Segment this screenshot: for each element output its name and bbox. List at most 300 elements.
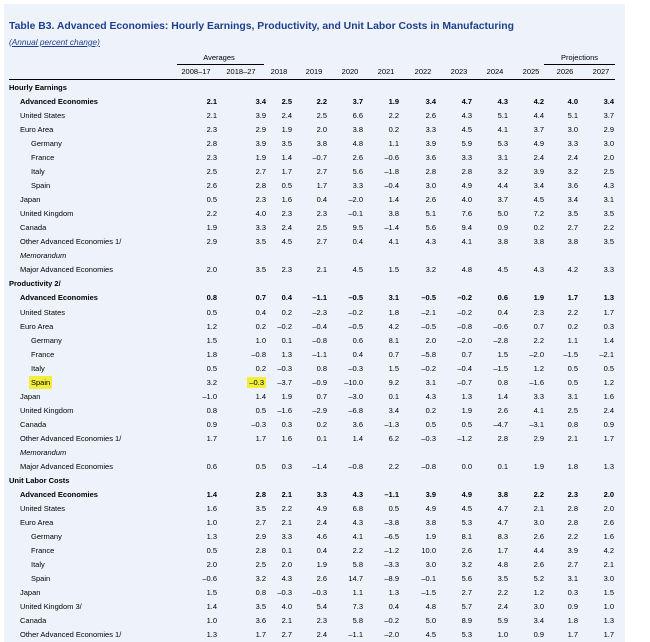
col-header: 2027 <box>592 67 610 76</box>
table-row <box>0 193 650 206</box>
table-cell: –0.2 <box>277 321 292 331</box>
row-label: Canada <box>20 616 47 626</box>
table-cell: 4.5 <box>425 630 436 640</box>
row-label: Advanced Economies <box>20 293 98 303</box>
table-cell: 5.1 <box>567 111 578 121</box>
table-cell: –1.6 <box>529 377 544 387</box>
table-cell: –3.8 <box>384 517 399 527</box>
table-cell: 1.3 <box>603 293 614 303</box>
table-cell: 2.8 <box>567 517 578 527</box>
table-cell: 2.5 <box>316 223 327 233</box>
table-cell: 1.7 <box>603 630 614 640</box>
table-cell: 4.4 <box>533 546 544 555</box>
table-cell: 4.8 <box>425 602 436 612</box>
table-cell: –0.5 <box>421 321 436 331</box>
row-label: United States <box>20 111 66 121</box>
table-cell: 2.2 <box>388 111 399 121</box>
table-cell: 2.2 <box>388 461 399 471</box>
table-cell: 3.5 <box>255 265 266 275</box>
table-cell: 2.0 <box>316 125 327 135</box>
table-cell: –0.4 <box>457 363 472 373</box>
table-cell: 1.5 <box>497 349 508 359</box>
table-cell: 1.2 <box>206 321 217 331</box>
table-cell: 1.6 <box>281 433 292 443</box>
table-title: Table B3. Advanced Economies: Hourly Earnings, Productivity, and Unit Labor Costs in Manufacturing <box>9 21 514 32</box>
table-cell: 4.0 <box>567 97 578 106</box>
table-cell: 4.7 <box>497 517 508 527</box>
table-cell: 0.5 <box>255 461 266 471</box>
row-label: Italy <box>31 167 45 177</box>
table-row <box>0 334 650 347</box>
table-cell: 3.6 <box>352 419 363 429</box>
table-cell: 3.8 <box>497 489 508 499</box>
table-cell: 2.2 <box>533 335 544 345</box>
table-cell: 0.2 <box>425 405 436 415</box>
table-cell: 1.3 <box>281 349 292 359</box>
table-cell: 4.4 <box>533 111 544 121</box>
table-cell: 14.7 <box>348 574 363 583</box>
table-cell: 4.3 <box>533 265 544 275</box>
table-cell: 5.4 <box>316 602 327 612</box>
table-cell: 1.0 <box>206 517 217 527</box>
table-cell: 2.0 <box>281 560 292 569</box>
table-cell: 4.5 <box>497 265 508 275</box>
table-cell: 0.7 <box>461 349 472 359</box>
table-cell: –10.0 <box>344 377 363 387</box>
table-cell: 4.0 <box>255 209 266 219</box>
table-cell: 2.5 <box>567 405 578 415</box>
table-cell: 3.0 <box>567 125 578 135</box>
table-cell: –1.1 <box>348 630 363 640</box>
row-label: Spain <box>31 574 51 583</box>
row-label: France <box>31 153 55 163</box>
row-label: Euro Area <box>20 125 54 135</box>
table-row <box>0 179 650 192</box>
table-cell: –0.2 <box>348 307 363 317</box>
table-cell: 2.0 <box>206 560 217 569</box>
table-cell: 2.0 <box>206 265 217 275</box>
table-cell: 5.9 <box>497 616 508 626</box>
table-cell: 0.9 <box>497 223 508 233</box>
table-cell: 2.7 <box>281 630 292 640</box>
table-row <box>0 221 650 234</box>
table-cell: –1.5 <box>493 363 508 373</box>
table-row <box>0 586 650 599</box>
table-cell: 2.2 <box>567 307 578 317</box>
table-cell: 0.8 <box>206 405 217 415</box>
table-cell: 0.4 <box>497 307 508 317</box>
table-cell: 4.7 <box>461 97 472 106</box>
table-cell: 4.8 <box>497 560 508 569</box>
col-header: 2024 <box>486 67 504 76</box>
table-cell: 3.4 <box>533 181 544 191</box>
col-header: 2019 <box>305 67 323 76</box>
table-cell: 3.0 <box>533 602 544 612</box>
table-cell: 8.3 <box>497 532 508 541</box>
table-cell: 0.4 <box>352 349 363 359</box>
table-cell: 2.2 <box>206 209 217 219</box>
table-cell: 3.7 <box>352 97 363 106</box>
table-cell: 2.2 <box>567 532 578 541</box>
row-label: United Kingdom 3/ <box>20 602 82 612</box>
row-label: Euro Area <box>20 517 54 527</box>
table-cell: –1.8 <box>384 167 399 177</box>
section-header-row <box>0 474 650 487</box>
table-cell: 2.5 <box>206 167 217 177</box>
table-cell: 0.4 <box>352 237 363 247</box>
table-cell: 0.7 <box>388 349 399 359</box>
table-cell: 6.8 <box>352 503 363 513</box>
table-cell: 4.9 <box>461 181 472 191</box>
table-cell: –0.4 <box>312 321 327 331</box>
row-label: France <box>31 546 55 555</box>
table-cell: 3.3 <box>255 223 266 233</box>
row-label: Japan <box>20 391 41 401</box>
table-cell: 4.1 <box>461 237 472 247</box>
table-cell: 0.7 <box>255 293 266 303</box>
table-cell: –1.6 <box>277 405 292 415</box>
table-cell: 4.9 <box>425 503 436 513</box>
table-row <box>0 558 650 571</box>
table-cell: 3.5 <box>497 574 508 583</box>
table-cell: 1.7 <box>603 307 614 317</box>
table-cell: 3.3 <box>281 532 292 541</box>
table-cell: 1.8 <box>567 616 578 626</box>
table-cell: 3.9 <box>567 546 578 555</box>
table-row <box>0 123 650 136</box>
table-cell: 5.6 <box>425 223 436 233</box>
row-label: Major Advanced Economies <box>20 461 113 471</box>
section-label: Unit Labor Costs <box>9 475 70 485</box>
row-label: Spain <box>31 181 51 191</box>
table-cell: –4.7 <box>493 419 508 429</box>
table-cell: 3.8 <box>497 237 508 247</box>
table-cell: 0.3 <box>281 419 292 429</box>
table-row <box>0 404 650 417</box>
col-header: 2018 <box>270 67 288 76</box>
table-cell: 3.9 <box>425 139 436 149</box>
table-cell: 0.2 <box>255 321 266 331</box>
table-cell: 3.8 <box>567 237 578 247</box>
table-cell: 1.9 <box>388 97 399 106</box>
table-row <box>0 390 650 403</box>
table-cell: 3.0 <box>603 574 614 583</box>
section-label: Hourly Earnings <box>9 83 67 92</box>
table-cell: 3.8 <box>533 237 544 247</box>
table-cell: 2.1 <box>603 560 614 569</box>
table-cell: 1.0 <box>497 630 508 640</box>
table-cell: 3.5 <box>255 503 266 513</box>
row-label: United Kingdom <box>20 405 74 415</box>
table-cell: 1.6 <box>603 532 614 541</box>
table-cell: 4.3 <box>497 97 508 106</box>
table-cell: 3.1 <box>567 391 578 401</box>
table-cell: 3.2 <box>206 377 217 387</box>
table-cell: 1.7 <box>567 630 578 640</box>
table-cell: –0.3 <box>277 588 292 598</box>
memorandum-row <box>0 446 650 459</box>
table-cell: 2.8 <box>255 181 266 191</box>
table-cell: 2.3 <box>316 209 327 219</box>
table-row <box>0 600 650 613</box>
table-cell: 0.7 <box>316 391 327 401</box>
table-cell: 6.6 <box>352 111 363 121</box>
table-cell: –0.7 <box>457 377 472 387</box>
table-cell: 3.5 <box>281 139 292 149</box>
table-cell: 1.6 <box>206 503 217 513</box>
table-subtitle: (Annual percent change) <box>9 37 100 47</box>
table-row <box>0 516 650 529</box>
table-cell: 2.4 <box>533 153 544 163</box>
table-cell: 3.0 <box>425 181 436 191</box>
table-cell: 3.5 <box>255 602 266 612</box>
table-row <box>0 572 650 585</box>
table-cell: 0.5 <box>567 377 578 387</box>
projections-header: Projections <box>560 53 599 62</box>
table-cell: 0.4 <box>255 307 266 317</box>
table-cell: 0.5 <box>206 363 217 373</box>
table-cell: 4.1 <box>533 405 544 415</box>
table-cell: –1.4 <box>384 223 399 233</box>
table-cell: 2.7 <box>255 517 266 527</box>
table-cell: 0.5 <box>603 363 614 373</box>
table-cell: 2.8 <box>461 167 472 177</box>
table-cell: 0.4 <box>316 195 327 205</box>
table-cell: 2.5 <box>316 111 327 121</box>
table-cell: 3.1 <box>497 153 508 163</box>
table-cell: 5.3 <box>461 517 472 527</box>
table-row <box>0 109 650 122</box>
table-cell: 3.2 <box>461 560 472 569</box>
table-cell: –0.3 <box>348 363 363 373</box>
table-cell: –1.1 <box>312 293 327 303</box>
table-cell: 4.2 <box>603 546 614 555</box>
table-cell: 2.8 <box>497 433 508 443</box>
table-cell: 0.2 <box>533 223 544 233</box>
averages-header: Averages <box>203 53 235 62</box>
table-cell: 7.6 <box>461 209 472 219</box>
table-cell: 2.1 <box>316 265 327 275</box>
table-cell: 3.3 <box>316 489 327 499</box>
table-cell: 2.9 <box>255 125 266 135</box>
table-cell: 1.2 <box>533 363 544 373</box>
table-cell: 1.7 <box>603 433 614 443</box>
table-cell: 2.2 <box>497 588 508 598</box>
table-cell: 4.6 <box>316 532 327 541</box>
table-cell: 2.3 <box>316 616 327 626</box>
year-header-row <box>0 67 650 79</box>
table-cell: –3.0 <box>348 391 363 401</box>
table-cell: 1.9 <box>206 223 217 233</box>
table-cell: 2.3 <box>281 209 292 219</box>
row-label: France <box>31 349 55 359</box>
table-cell: –6.5 <box>384 532 399 541</box>
table-cell: 2.7 <box>255 167 266 177</box>
table-cell: 1.0 <box>603 602 614 612</box>
table-cell: 2.8 <box>567 503 578 513</box>
table-cell: 1.3 <box>206 630 217 640</box>
table-cell: –5.8 <box>421 349 436 359</box>
table-cell: –0.9 <box>312 377 327 387</box>
table-cell: –2.9 <box>312 405 327 415</box>
row-label: Advanced Economies <box>20 489 98 499</box>
table-cell: 1.1 <box>352 588 363 598</box>
table-cell: 3.3 <box>603 265 614 275</box>
table-cell: 1.5 <box>206 335 217 345</box>
table-cell: 0.5 <box>281 181 292 191</box>
table-cell: 2.5 <box>603 167 614 177</box>
table-cell: 2.4 <box>603 405 614 415</box>
table-cell: 3.2 <box>255 574 266 583</box>
table-cell: 2.6 <box>533 560 544 569</box>
averages-underline <box>177 64 264 65</box>
table-cell: 1.7 <box>206 433 217 443</box>
table-cell: 2.4 <box>281 223 292 233</box>
table-cell: 1.9 <box>316 560 327 569</box>
table-cell: 4.8 <box>461 265 472 275</box>
table-cell: –0.8 <box>251 349 266 359</box>
header-bottom-rule <box>9 79 615 80</box>
table-cell: 2.4 <box>567 153 578 163</box>
table-cell: 0.5 <box>425 419 436 429</box>
table-cell: –0.8 <box>348 461 363 471</box>
table-cell: 3.4 <box>255 97 266 106</box>
row-label: United States <box>20 503 66 513</box>
table-cell: 3.9 <box>425 489 436 499</box>
table-cell: 0.2 <box>388 125 399 135</box>
row-label: United Kingdom <box>20 209 74 219</box>
table-cell: 1.6 <box>603 391 614 401</box>
table-cell: 0.8 <box>567 419 578 429</box>
table-cell: 2.0 <box>425 335 436 345</box>
table-cell: 3.8 <box>388 209 399 219</box>
table-cell: 3.9 <box>255 111 266 121</box>
table-cell: 9.4 <box>461 223 472 233</box>
row-label: Euro Area <box>20 321 54 331</box>
table-row <box>0 320 650 333</box>
table-cell: 2.6 <box>425 111 436 121</box>
table-cell: –0.4 <box>384 181 399 191</box>
row-label: Canada <box>20 223 47 233</box>
table-cell: 5.3 <box>497 139 508 149</box>
table-cell: –1.2 <box>384 546 399 555</box>
table-cell: 2.7 <box>461 588 472 598</box>
table-cell: 2.3 <box>281 265 292 275</box>
table-cell: 0.3 <box>603 321 614 331</box>
table-cell: 0.2 <box>316 419 327 429</box>
table-cell: 4.4 <box>497 181 508 191</box>
table-cell: –0.2 <box>421 363 436 373</box>
table-cell: –0.3 <box>277 363 292 373</box>
table-cell: 0.8 <box>497 377 508 387</box>
table-cell: 2.8 <box>255 546 266 555</box>
table-cell: 0.2 <box>255 363 266 373</box>
table-cell: 1.3 <box>206 532 217 541</box>
table-cell: –0.6 <box>384 153 399 163</box>
table-cell: 1.0 <box>206 616 217 626</box>
col-header: 2008–17 <box>181 67 211 76</box>
table-cell: 0.5 <box>461 419 472 429</box>
table-cell: 3.5 <box>603 237 614 247</box>
table-cell: –3.1 <box>529 419 544 429</box>
table-cell: –0.7 <box>312 153 327 163</box>
table-cell: 1.7 <box>316 181 327 191</box>
table-cell: 4.3 <box>603 181 614 191</box>
table-cell: 0.7 <box>533 321 544 331</box>
table-cell: 2.7 <box>567 560 578 569</box>
table-row <box>0 165 650 178</box>
table-cell: 3.4 <box>388 405 399 415</box>
table-cell: 2.7 <box>316 237 327 247</box>
table-cell: 3.0 <box>425 560 436 569</box>
table-cell: 2.3 <box>533 307 544 317</box>
table-cell: 5.8 <box>352 616 363 626</box>
table-cell: 4.9 <box>461 489 472 499</box>
table-cell: 2.5 <box>255 560 266 569</box>
row-label: Germany <box>31 139 62 149</box>
table-cell: 3.4 <box>567 195 578 205</box>
table-cell: 0.9 <box>603 419 614 429</box>
table-cell: 1.1 <box>388 139 399 149</box>
table-row <box>0 488 650 501</box>
table-row <box>0 628 650 641</box>
table-cell: 4.3 <box>425 391 436 401</box>
table-cell: 2.9 <box>255 532 266 541</box>
row-label: Other Advanced Economies 1/ <box>20 433 122 443</box>
table-cell: 2.5 <box>281 97 292 106</box>
table-cell: –2.0 <box>457 335 472 345</box>
table-cell: 3.3 <box>567 139 578 149</box>
table-cell: 4.5 <box>352 265 363 275</box>
table-cell: 4.7 <box>497 503 508 513</box>
table-cell: 2.6 <box>603 517 614 527</box>
col-header: 2022 <box>414 67 432 76</box>
table-cell: 1.4 <box>281 153 292 163</box>
table-cell: –3.7 <box>277 377 292 387</box>
col-header: 2018–27 <box>226 67 256 76</box>
table-cell: 4.5 <box>281 237 292 247</box>
table-cell: 8.1 <box>461 532 472 541</box>
table-cell: 0.1 <box>497 461 508 471</box>
table-cell: –0.3 <box>312 588 327 598</box>
table-cell: 2.3 <box>206 125 217 135</box>
table-cell: –6.8 <box>348 405 363 415</box>
table-row <box>0 432 650 445</box>
table-cell: 4.1 <box>352 532 363 541</box>
table-cell: 2.9 <box>533 433 544 443</box>
table-cell: 1.4 <box>352 433 363 443</box>
row-label: Memorandum <box>20 251 67 261</box>
table-cell: 4.3 <box>281 574 292 583</box>
table-cell: 0.9 <box>567 602 578 612</box>
table-cell: 3.0 <box>533 517 544 527</box>
table-cell: –0.3 <box>421 433 436 443</box>
row-label: Japan <box>20 195 41 205</box>
table-cell: 2.2 <box>316 97 327 106</box>
table-cell: –1.1 <box>312 349 327 359</box>
table-cell: 2.0 <box>603 153 614 163</box>
table-row <box>0 418 650 431</box>
table-cell: –0.5 <box>348 321 363 331</box>
table-cell: –2.8 <box>493 335 508 345</box>
table-row <box>0 95 650 108</box>
table-cell: –0.5 <box>421 293 436 303</box>
table-cell: 3.3 <box>533 391 544 401</box>
table-cell: 3.4 <box>603 97 614 106</box>
section-label: Productivity 2/ <box>9 279 61 289</box>
table-cell: 3.2 <box>497 167 508 177</box>
table-cell: 1.7 <box>255 630 266 640</box>
